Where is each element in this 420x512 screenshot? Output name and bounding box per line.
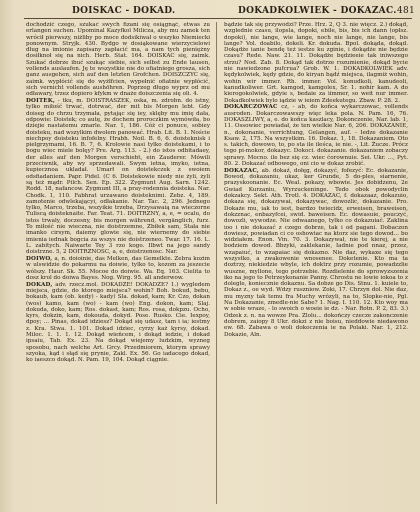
entry-text: cz, - ab, do koñca wykarczowac, vollends ausroden. Dokarczowawszy więc leka pola. N. Pam. 16, 76. DOKASZLIWY, a, e. do koñca kaszlacy, Dokonczenie, Nar. lab. 1, 11. Ossowiec powiadał, że ten wielkie Nar. 6, 206. DOKAZANIE, n., dokonanie, verrichtung, Gelangen, auf. - Iedze dokazanie Ksaw. 2, 175. Na wszystkim. 16. Dokaz. 1, 18. Dokazaniem. Oto s. takich, dowowo, to, po sta ile ileśca, ie nie. -, Lit. Żucze. Prócz tego pi-mokor, dokazyc. Dokoci. dokazanie. dokazaniem zobaczy sprawy. Mocno. ile bez się cz. wiec ćorownuie. Sei. Ukr. ..., Pyt. 80. 2. Dokazać odbowego, oni cio w dokaz zrobić. <box>224 104 408 168</box>
header-rule <box>24 18 412 19</box>
entry-text: adv. rzecz.mol. DOKADZE! DOKADZE? 1.) wygledem miejsca, gdzie, do ktorego miejsca? wohin? Boh. bokud, bebu, bokaub, kam (ob. kedy) - kady) Sla. dokad, kam; Kr. Czo, dokan (wos) kamo, kam (wo) - kam (wo) Eng. dokon, kam; Slaj. dokuda, doko, kam; Ros. dokast, kam; Ros. rosa, dokpzu. Ocho, kyrs, dokzin, kam, dokouda, dokyd. Pose. Rusko. Cie. Iexpoy, dpoy; ... Pinas, dokad idziesz? Dokąd się udasz, tam i ia; iestmy z. Kra. Stwa. 1. 101. Dokad idziec, cyrzy każ kyrsy, dokad. Miloc. 1. 1. 1. 12. Dokąd wieńcem, i dokąd iedzie, i dokad ipsaiu, Tab. Ex. 23. Na dokąd wiejemy ludzkim, wyzneg sposobu, nach welche Art. Grcy. Przedmiorem, ktorym sprawy szyoka, kąd i słąd się prynie, Zakl. Ex. 56. Go iadacego dokad, ko iaeszco dokąd. N. Pam. 19, 104. Dokąd ciągnie. <box>26 281 210 364</box>
dictionary-entry <box>26 282 210 364</box>
dictionary-entry <box>224 168 408 338</box>
entry-headword: DOIWO, <box>26 255 53 262</box>
page-header <box>0 6 420 18</box>
entry-headword: DOKARCZOWAC <box>224 104 278 111</box>
entry-text: dochodzić czego, szukać swych fizani się osiągnąć, etwas zu erlangen suchen. Upominal Kazyfkol Milicza, aby mu zamek ten wrócił pierwszy, niżliby po moce dodsikiwał o wszyko Niemiecki ponownym. Stryjk. 430. Bydgo w dosiąkowane wierzycielowi dług na imionie zapisany zapłacić ma, a nam tych pieniężny dosiłknoł się na nich. Herb. Stat. 164. DOISKAC się, zaimk. Szukać dobrze ibuć szukąc siebie, sich selbst zu Ende lausen, vollends auslaufen. Ję te wszystkie nie do ofiatniego grosza, sich ganz ausgehen, sich auf den letzten Grofchen. DOISZCZYC się, zaimk. wypłócić się do wyżłfcien, wypełnić ofiatnie wypłócić, sich vernicht vollends aushöhren. Poprzeg długo wyprz od mu odławary, trzez dopiero kfykm w dnaże doiszczenia się oli. 4. <box>26 22 210 98</box>
dictionary-entry <box>26 256 210 281</box>
running-head-right: DOKADKOLWIEK - DOKAZAC. <box>238 6 397 16</box>
entry-text: - tku, m. DOISTRASZEK, oska, m. zdrobn. do istny, tylko miłość trwać, dotrwać, der mit bis Morgen lebt. Gdy doiseg do chrzu trzymała, pytając się iey, sklęby mu imię dała, odpowie: Doistek; co autę, że dochem proroczkim wymówiła, bo dziejie nastatemu zmarle. Nar. 1, 186. Cóż ci ponuce, sobiey doisteku, nad wszylkim dwolem panować. Hrab. Lit. B. 1. Noście niechpoy doisteku infofelny. Hrabh. Noil. B. 6, 6. doisteknisk i pielgrzymami, 16. B. 7, 6. Krolowie nasi tylko doistekami, i to bogu wiec miele bolęy? Pre. Arg. 113. - 2.) do istos odbitadaey, der alles auf den Morgen verschiebt, ein Zauderer. Mówili przeciwnik, aby wy sprzedawali. Swym ietna, imyko, ietna, kupiecznoa ukladał. Umarł on doistekczek z swoiem odsfiadaniem. Papr. Pidel. (C 6. Doistekowie niedy nie żyli, żyli są też mądr. Pilch. Sen. Ep. 322. Zygmunt Aug. Sarn. 1242. Rodd. 18, nafancow. Zygmunt III, a pray-rodennia doisteka. Nar. Chodk. 1, 110. Fabhrat urzawano doisteknimi. Zebz. 4, 189. zamotenie odwlekającyi, odłakanie. Nar. Tac. 2, 296. Jednego tylko, Marco, trzeba, wszyikie trzeba, Drzysawaią na wieczorne Tuliscą doisteknaite. Far. Teat. 71. DOITRZNY, a, e, = ocalu, do istos trwaly, doczesny, bis morgen während, vergänglich, furz. To miłość nie wieczna, nie doistrzemne, Zbiłek sam, Stała nie imanko cirsym, daiemy glowie się, nie wiernemy do siebie imienia iednak bogcia za wszys nie doistrzeneo. Twar. 17. 16. L. L. zabitych. Naiwarte Tey 3 rzo kogo. Ilbwt na jego sandy doistrzne. 5, 2 DOITRZNOSC, a, e, doistrzenosc. Nar. <box>26 98 210 256</box>
right-column <box>224 22 408 506</box>
dictionary-entry <box>26 22 210 98</box>
left-column <box>26 22 210 506</box>
dictionary-entry <box>224 22 408 104</box>
entry-text: a, n. doioinie, das Melken, das Gemelkte. Zebra kozim w ulswidzie do pokarmu na doiwie, tylko to, kozom za jeszecie wólszy. Haur. Sk. 55. Mocoe do doiwie. Wa. Eq. 163. Cielita to dosz krol do doiwa Bayes. Nog. Wirg. 95. all anderwow. <box>26 255 210 281</box>
entry-text: bądzie tak się przywodzi? Prze. Hrz. 2, Q 3. nie więcz. 2.) dokąd, wzglednie czasu, ilopsla, dopoki, ebile, bis, bis ich dann (opłsz. dopoki), nie lange, wie lange, noch nie lange, nie lange, bis lange? Vol. doabilo, dokeli. Kr. dokuda. Bpol. dokąda, dokąd. Dokądże ianie bendę też iestze ku zginie, i dokądże nie będzie czasu? Rede. Naw. 21. 11. Dokądże będzieeie tak iniwszego strzu? Nod. Zab. 8. Dokąd tak dotrze rozumienie, dokąd bycie nie nawiedzone pufcrua? Grob. W. 1. DOKADKOLWIEK adv. kędykolwiek, kędy gdzie, do kiryan bądź miejsca, ilagmiż wohin, wohin wir immer. Rh. immer. Vol. konudkoli, kanudeoli, kanudkoliwer. Grt. kamgod, kamgolex, Sr. 1. nohir kam. A do kierogokolwiek, gdyie s, bedaie za iimmer, so weit nur immer. Dokadkolwiek bylo iądzie w ieiem Zdeekutegu. Zbaw. P. 28. 2. <box>224 22 408 104</box>
entry-headword: DOITEK, <box>26 98 55 105</box>
page-number: 481 <box>397 6 416 16</box>
entry-headword: DOKAZAC, <box>224 167 260 174</box>
column-divider <box>216 22 217 504</box>
dictionary-entry <box>224 104 408 167</box>
dictionary-entry <box>26 98 210 255</box>
entry-headword: DOKAD, <box>26 281 53 288</box>
running-head-left: DOISKAC - DOKAD. <box>72 6 176 16</box>
entry-text: ab. dokaź, dołęg, dokazyć, fofezyć: Ec. dokazanie, Bowod, dokazaniu, ukaz, ker Grunde, 5 do-ples, siarnenie, prazyskoonanie. Ec. Weal. pokazy, wbowie. Jes dobidzenu, 2e Gwiad Kurzaniu, Wyrzuckeninge. Tedo obok powodyclin dokzakcy. Sekt. Ath. Trotl. 4. DOKAZAC, f. dokazaaz, dokazuio, dokaza się, dokazywai, dokazywac, dowozlic, dokazanie. Pro. Dokaże mu, iak to iest, bardzo twiecidz, erweisen, braweisen, dokzznac, enbazyfcei, swid. baweisen. Ec. dowasuie, pouczyć, dowozli, wywodze. Nie odwaanego, tylko co dokazuiać. Zaklina ioo i nie dokazać z czego dobrze, tak i od pagani. Dobaczon dowiesz, powiadan ci co oshowiac na ktorz sie tego dowod... bo widziałem. Enon. Vin. 70. 3. Dokazywał, nie te kierej, a nie bodziem dowod. Bbzyki, zaklekanie, Iadnie pod nnaz, przez, wzapaiuć, to wzapaiac się dokazno. Nie daz, wykaxe się tego wszystko, a zwakowenie wnosenee. Doketenie. Kto ma ta doztrzy, niekiedzie wbyle, ich doktrz przy rozumie, powadzzlie wuszne, myllone, tego potrzebie. Rozdielenie do sprowyzszenia iko na jego to Petrzeykonanie Panny. Chrostu ne lowie iokoa to z dolegle, koniecznie dokaznu. Sa dobze go Dis. Stnu. 1. kuiele to, Dokaz z., oe wyd. Wdzy ruszniow. Zoki, 17. Chrzyn dol. Nie daz, mu myzny tak temu fra Muchy wrózyli, na to, Slopke-nie, Pgl. Na Dokazanie, zmedle-nie Sabe? 1. Nag. I. 110. 12. Kto woy ma w sobie wraze, - lo swoich o woeie ie dz. - Nar. Rotn. P. 2, 83. 3.) Odzek z. n. na wowze Pra. Zlolu... dokończy czecze zakonczenie dobrem, zaiopy 8 Ukr. dokzi z nie boisu, nieddowie niedawono ew. 68. Zabawa o woli dokoczenia ie na Polaki. Nar. 1, 212. Dokazie, Aln. <box>224 167 408 338</box>
